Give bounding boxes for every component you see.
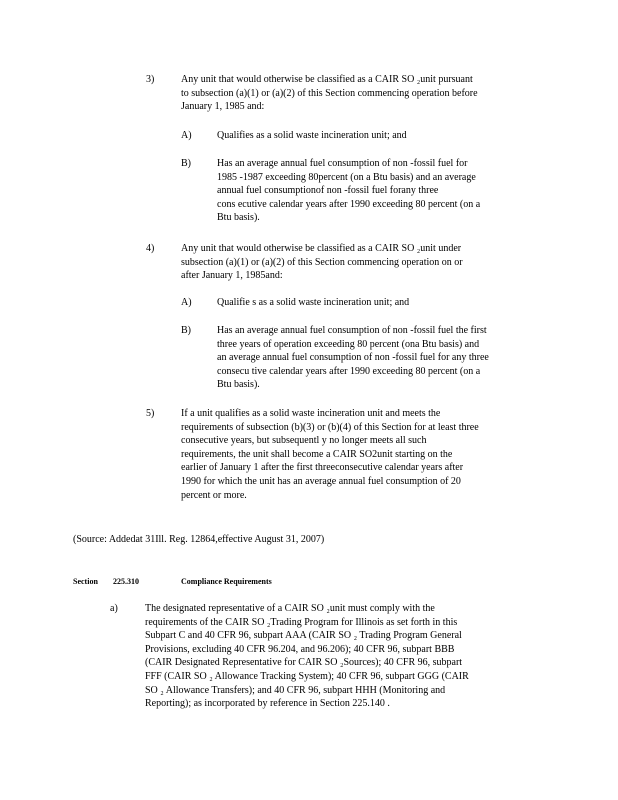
subsection-text (145, 602, 537, 711)
text-line: If a unit qualifies as a solid waste incineration unit and meets the (181, 408, 441, 419)
text-line: Reporting); as incorporated by reference in Section 225.140 . (145, 698, 390, 710)
text-line: requirements of subsection (b)(3) or (b)(4) of this Section for at least three (181, 421, 479, 433)
section-title: Compliance Requirements (181, 577, 272, 586)
subitem-text (217, 157, 537, 225)
subitem-letter: B) (181, 158, 191, 169)
subitem-text (217, 129, 537, 143)
text-line: January 1, 1985 and: (181, 101, 265, 113)
text-line: 1985 -1987 exceeding 80percent (on a Btu basis) and an average (217, 171, 476, 183)
subsection-letter: a) (110, 603, 118, 614)
text-line: Subpart C and 40 CFR 96, subpart AAA (CAIR SO ₂ Trading Program General (145, 630, 462, 642)
text-line: requirements, the unit shall become a CAIR SO2unit starting on the (181, 448, 453, 460)
text-line: Qualifies as a solid waste incineration unit; and (217, 130, 407, 141)
subitem-letter: A) (181, 297, 192, 308)
text-line: FFF (CAIR SO ₂ Allowance Tracking System); 40 CFR 96, subpart GGG (CAIR (145, 670, 469, 682)
item-number: 5) (146, 408, 155, 419)
text-line: to subsection (a)(1) or (a)(2) of this Section commencing operation before (181, 87, 478, 99)
text-line: subsection (a)(1) or (a)(2) of this Section commencing operation on or (181, 256, 463, 268)
section-number: 225.310 (113, 577, 139, 586)
text-line: consecutive years, but subsequentl y no longer meets all such (181, 435, 427, 447)
subitem-text (217, 296, 537, 310)
text-line: Provisions, excluding 40 CFR 96.204, and 96.206); 40 CFR 96, subpart BBB (145, 643, 455, 655)
text-line: 1990 for which the unit has an average annual fuel consumption of 20 (181, 475, 461, 487)
text-line: Has an average annual fuel consumption of non -fossil fuel the first (217, 325, 487, 336)
text-line: after January 1, 1985and: (181, 270, 283, 282)
text-line: Has an average annual fuel consumption of non -fossil fuel for (217, 158, 468, 169)
text-line: three years of operation exceeding 80 percent (ona Btu basis) and (217, 338, 480, 350)
section-label: Section (73, 577, 98, 586)
text-line: (CAIR Designated Representative for CAIR SO ₂Sources); 40 CFR 96, subpart (145, 657, 463, 669)
text-line: cons ecutive calendar years after 1990 exceeding 80 percent (on a (217, 198, 481, 210)
text-line: consecu tive calendar years after 1990 exceeding 80 percent (on a (217, 365, 481, 377)
text-line: percent or more. (181, 489, 247, 501)
text-line: SO ₂ Allowance Transfers); and 40 CFR 96, subpart HHH (Monitoring and (145, 684, 446, 696)
subitem-letter: A) (181, 130, 192, 141)
text-line: Any unit that would otherwise be classified as a CAIR SO ₂unit pursuant (181, 74, 473, 85)
text-line: Qualifie s as a solid waste incineration unit; and (217, 297, 410, 308)
item-number: 3) (146, 74, 155, 85)
text-line: earlier of January 1 after the first threeconsecutive calendar years after (181, 462, 464, 474)
item-text (181, 242, 536, 283)
item-number: 4) (146, 243, 155, 254)
text-line: annual fuel consumptionof non -fossil fuel forany three (217, 185, 439, 197)
text-line: The designated representative of a CAIR SO ₂unit must comply with the (145, 603, 435, 614)
source-note: (Source: Addedat 31Ill. Reg. 12864,effective August 31, 2007) (73, 534, 325, 545)
text-line: requirements of the CAIR SO ₂Trading Program for Illinois as set forth in this (145, 616, 458, 628)
text-line: Btu basis). (217, 379, 260, 391)
text-line: Btu basis). (217, 212, 260, 224)
item-text (181, 73, 536, 114)
subitem-text (217, 324, 537, 392)
text-line: Any unit that would otherwise be classified as a CAIR SO ₂unit under (181, 243, 462, 254)
item-text (181, 407, 536, 502)
text-line: an average annual fuel consumption of non -fossil fuel for any three (217, 352, 489, 364)
subitem-letter: B) (181, 325, 191, 336)
